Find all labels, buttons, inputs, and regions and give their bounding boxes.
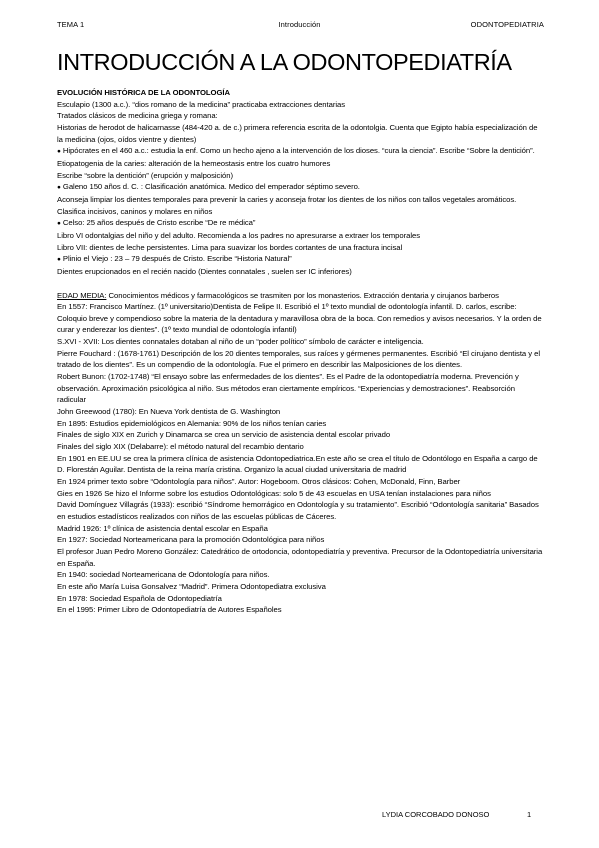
timeline-entry: En 1557: Francisco Martínez. (1º universitario)Dentista de Felipe II. Escribió el 1º texto mundial de odontología infantil. D. carlos, escribe: Coloquio breve y compendioso sobre la materia de la dentadura y maravillosa obra de la boca. Con remedios y avisos necesarios. Y la orden de curar y enderezar los dientes”. (1º texto mundial de odontología infantil) [57, 302, 542, 335]
timeline-entry: Pierre Fouchard : (1678-1761) Descripción de los 20 dientes temporales, sus raíces y gérmenes permanentes. Escribió “El cirujano dentista y el tratado de los dientes”. Es un compendio de la odontología. Fue el primero en describir las Malposiciones de los dientes. [57, 348, 541, 370]
timeline-entry: Gies en 1926 Se hizo el Informe sobre los estudios Odontológicas: solo 5 de 43 escuelas en USA tenían instalaciones para niños [57, 488, 491, 498]
section-heading: EVOLUCIÓN HISTÓRICA DE LA ODONTOLOGÍA [57, 88, 230, 97]
footer-author: LYDIA CORCOBADO DONOSO [382, 810, 490, 819]
timeline-entry: S.XVI - XVII: Los dientes connatales dotaban al niño de un “poder político” símbolo de carácter e inteligencia. [57, 337, 424, 347]
timeline-entry: En este año María Luisa Gonsalvez “Madrid”. Primera Odontopediatra exclusiva [57, 581, 326, 591]
header-subject: ODONTOPEDIATRIA [470, 20, 544, 29]
middle-ages-paragraph [57, 290, 543, 302]
middle-ages-label: EDAD MEDIA: [57, 290, 107, 300]
timeline-entry: En el 1995: Primer Libro de Odontopediatría de Autores Españoles [57, 605, 282, 615]
timeline-entry: En 1895: Estudios epidemiológicos en Alemania: 90% de los niños tenían caries [57, 418, 327, 428]
bullet-item: ● Plinio el Viejo : 23 – 79 después de Cristo. Escribe “Historia Natural” [57, 253, 543, 266]
timeline-entry: En 1940: sociedad Norteamericana de Odontología para niños. [57, 570, 270, 580]
bullet-item: ● Galeno 150 años d. C. : Clasificación anatómica. Medico del emperador séptimo severo. [57, 181, 543, 194]
text-line: Etiopatogenia de la caries: alteración de la hemeostasis entre los cuatro humores [57, 158, 331, 168]
timeline-entry: Robert Bunon: (1702-1748) “El ensayo sobre las enfermedades de los dientes”. Es el Padre de la odontopediatría moderna. Prevención y observación. Aproximación psicológica al niño. Sus métodos eran ciertamente empíricos. “Experiencias y demostraciones”. Reabsorción radicular [57, 372, 519, 405]
timeline-entry: David Domínguez Villagrás (1933): escribió “Síndrome hemorrágico en Odontología y su tratamiento”. Escribió “Odontología sanitaria” Basados en estudios estadísticos realizados con niños de las escuelas públicas de Cáceres. [57, 500, 539, 521]
header-section: Introducción [278, 20, 321, 29]
timeline-entry: En 1927: Sociedad Norteamericana para la promoción Odontológica para niños [57, 535, 325, 545]
text-line: Esculapio (1300 a.c.). “dios romano de la medicina” practicaba extracciones dentarias [57, 99, 346, 109]
timeline-entry: Madrid 1926: 1º clínica de asistencia dental escolar en España [57, 523, 268, 533]
text-line: Libro VII: dientes de leche persistentes. Lima para suavizar los bordes cortantes de una fractura incisal [57, 242, 403, 252]
section-gap [57, 278, 543, 290]
timeline-entry: En 1901 en EE.UU se crea la primera clínica de asistencia Odontopediatrica.En este año se crea el título de Odontólogo en España a cargo de D. Florestán Aguilar. Dentista de la reina maría cristina. Organizo la acual ciudad universitaria de madrid [57, 453, 538, 475]
timeline-entry: John Greewood (1780): En Nueva York dentista de G. Washington [57, 407, 281, 417]
text-line: Tratados clásicos de medicina griega y romana: [57, 111, 218, 121]
text-line: Escribe “sobre la dentición” (erupción y malposición) [57, 170, 233, 180]
timeline-entry: Finales del siglo XIX (Delabarre): el método natural del recambio dentario [57, 442, 304, 452]
page-number: 1 [527, 810, 532, 819]
header-topic: TEMA 1 [57, 20, 85, 29]
timeline-entry: En 1924 primer texto sobre “Odontología para niños”. Autor: Hogeboom. Otros clásicos: Cohen, McDonald, Finn, Barber [57, 477, 461, 486]
bullet-item: ● Hipócrates en el 460 a.c.: estudia la enf. Como un hecho ajeno a la intervención de los dioses. “cura la ciencia”. Escribe “Sobre la dentición”. [57, 145, 543, 158]
text-line: Dientes erupcionados en el recién nacido (Dientes connatales , suelen ser IC inferiores) [57, 266, 352, 276]
timeline-entry: El profesor Juan Pedro Moreno González: Catedrático de ortodoncia, odontopediatría y preventiva. Precursor de la Odontopediatría universitaria en España. [57, 546, 543, 568]
text-line: Aconseja limpiar los dientes temporales para prevenir la caries y aconseja frotar los dientes de los niños con tallos vegetales aromáticos. Clasifica incisivos, caninos y molares en niños [57, 194, 517, 216]
text-line: Historias de herodot de halicarnasse (484-420 a. de c.) primera referencia escrita de la odontolgia. Cuenta que Egipto había especialización de la medicina (ojos, oídos vientre y dientes) [57, 122, 538, 144]
timeline-entry: En 1978: Sociedad Española de Odontopediatría [57, 593, 222, 603]
bullet-item: ● Celso: 25 años después de Cristo escribe “De re médica” [57, 217, 543, 230]
timeline-entry: Finales de siglo XIX en Zurich y Dinamarca se crea un servicio de asistencia dental escolar privado [57, 430, 391, 440]
middle-ages-text: Conocimientos médicos y farmacológicos se trasmiten por los monasterios. Extracción dentaria y cirujanos barberos [106, 290, 499, 300]
text-line: Libro VI odontalgias del niño y del adulto. Recomienda a los padres no apresurarse a extraer los temporales [57, 230, 421, 240]
history-list [57, 99, 543, 278]
page-title: INTRODUCCIÓN A LA ODONTOPEDIATRÍA [57, 49, 512, 75]
timeline-list [57, 301, 543, 616]
document-body [57, 87, 543, 616]
